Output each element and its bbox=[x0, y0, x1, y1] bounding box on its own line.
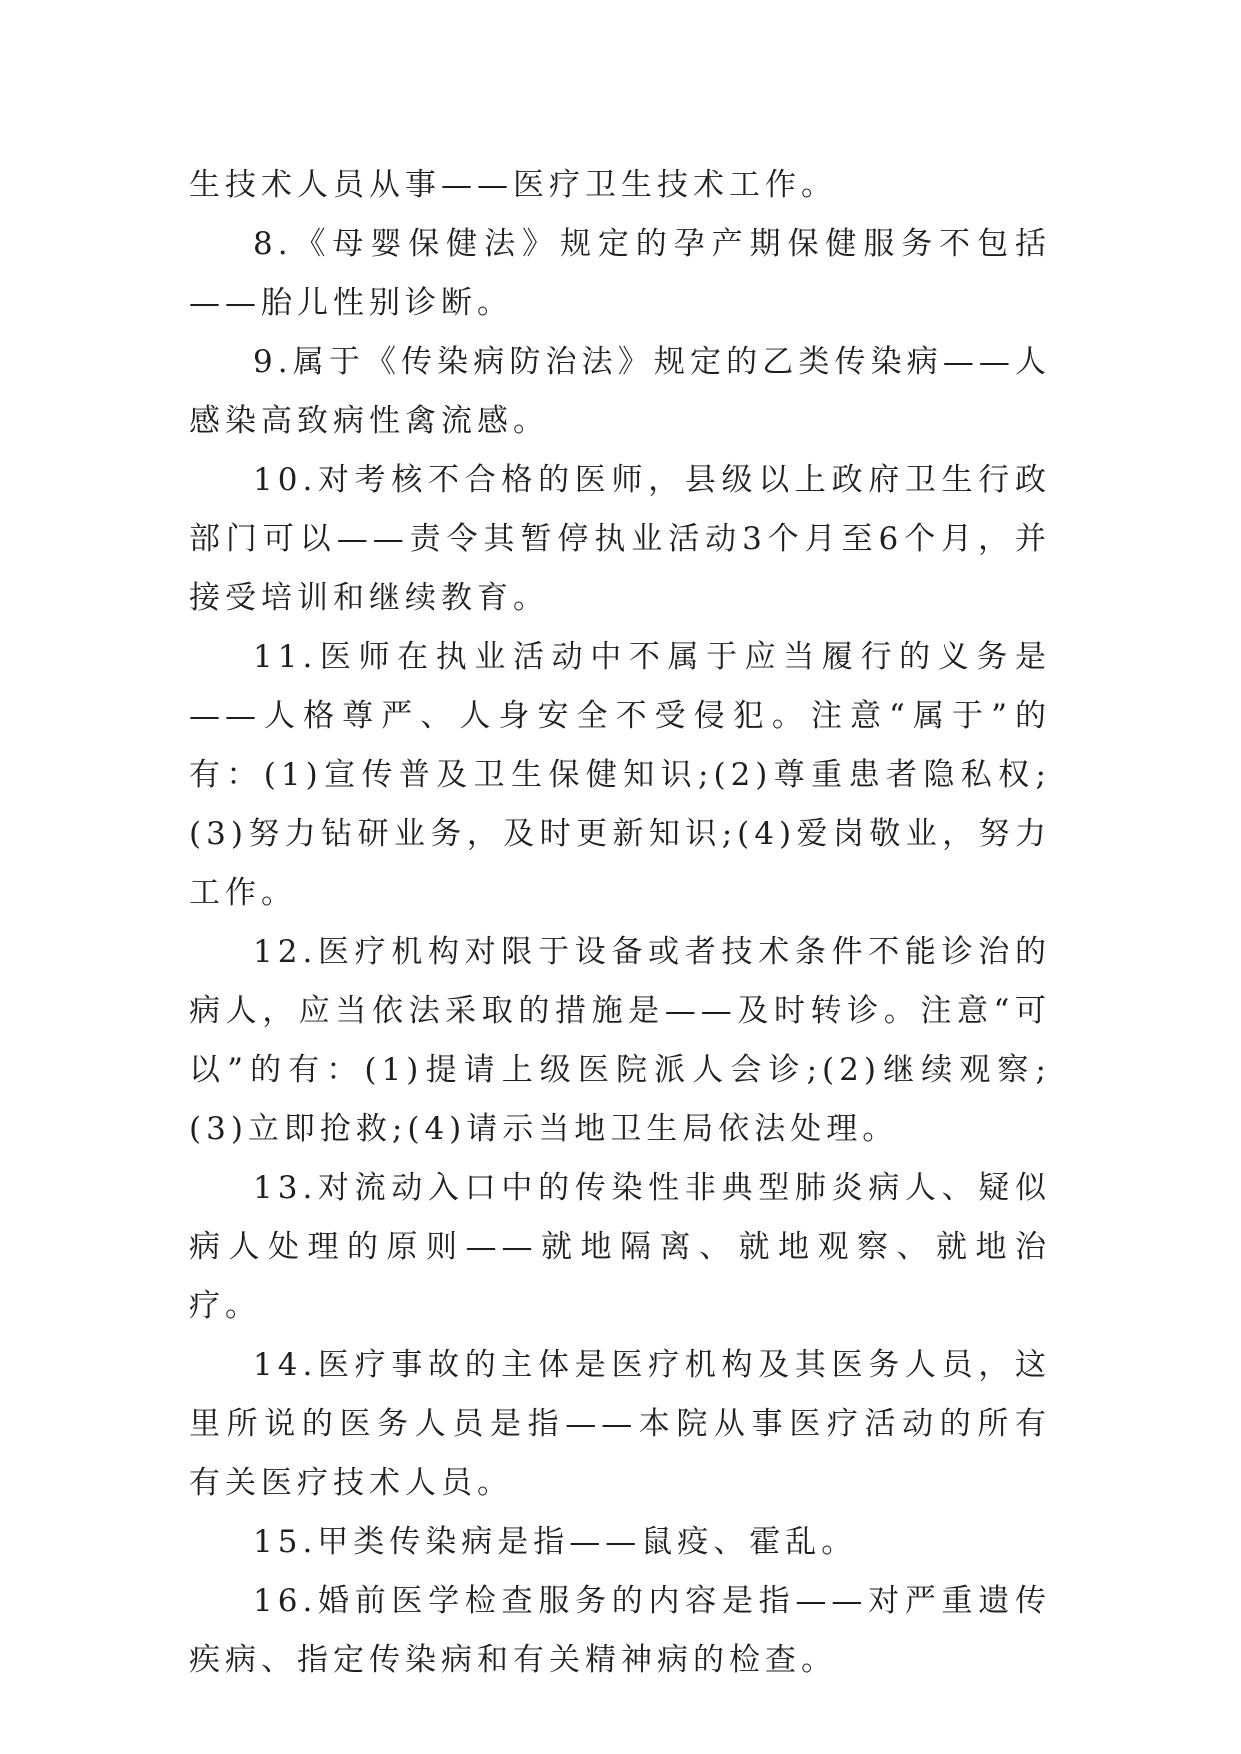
paragraph-item-11: 11.医师在执业活动中不属于应当履行的义务是——人格尊严、人身安全不受侵犯。注意“属于”的有：(1)宣传普及卫生保健知识;(2)尊重患者隐私权;(3)努力钻研业务，及时更新知识;(4)爱岗敬业，努力工作。 bbox=[189, 639, 1051, 911]
paragraph-continuation: 生技术人员从事——医疗卫生技术工作。 bbox=[189, 167, 837, 203]
document-body bbox=[189, 156, 1051, 1690]
paragraph-item-14: 14.医疗事故的主体是医疗机构及其医务人员，这里所说的医务人员是指——本院从事医疗活动的所有有关医疗技术人员。 bbox=[189, 1347, 1051, 1501]
paragraph-item-10: 10.对考核不合格的医师，县级以上政府卫生行政部门可以——责令其暂停执业活动3个月至6个月，并接受培训和继续教育。 bbox=[189, 462, 1051, 616]
paragraph-item-16: 16.婚前医学检查服务的内容是指——对严重遗传疾病、指定传染病和有关精神病的检查。 bbox=[189, 1583, 1051, 1678]
paragraph-item-13: 13.对流动入口中的传染性非典型肺炎病人、疑似病人处理的原则——就地隔离、就地观察、就地治疗。 bbox=[189, 1170, 1051, 1324]
paragraph-item-8: 8.《母婴保健法》规定的孕产期保健服务不包括——胎儿性别诊断。 bbox=[189, 226, 1051, 321]
paragraph-item-9: 9.属于《传染病防治法》规定的乙类传染病——人感染高致病性禽流感。 bbox=[189, 344, 1051, 439]
paragraph-item-12: 12.医疗机构对限于设备或者技术条件不能诊治的病人，应当依法采取的措施是——及时转诊。注意“可以”的有：(1)提请上级医院派人会诊;(2)继续观察;(3)立即抢救;(4)请示当地卫生局依法处理。 bbox=[189, 934, 1051, 1147]
paragraph-item-15: 15.甲类传染病是指——鼠疫、霍乱。 bbox=[253, 1524, 858, 1560]
